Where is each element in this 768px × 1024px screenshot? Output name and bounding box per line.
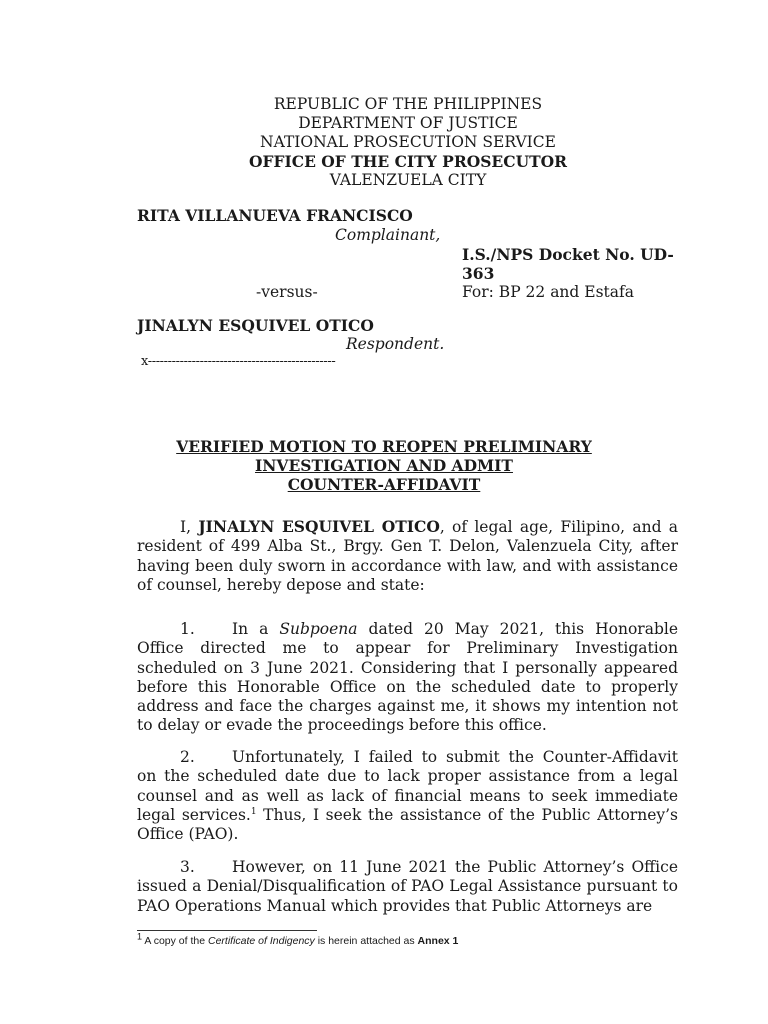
respondent-name: JINALYN ESQUIVEL OTICO	[137, 316, 374, 335]
versus-label: -versus-	[256, 283, 318, 301]
paragraph-2	[137, 748, 678, 844]
footnote-pre: A copy of the	[142, 935, 208, 947]
paragraph-3-text: However, on 11 June 2021 the Public Attorney’s Office issued a Denial/Disqualification of PAO Legal Assistance pursuant to PAO Operations Manual which provides that Public Attorneys are	[137, 858, 678, 915]
respondent-role: Respondent.	[346, 335, 445, 353]
letterhead	[0, 95, 768, 190]
docket-number-line1: I.S./NPS Docket No. UD-	[462, 245, 674, 264]
intro-paragraph	[137, 517, 678, 595]
document-title	[0, 437, 768, 494]
complainant-name: RITA VILLANUEVA FRANCISCO	[137, 206, 413, 225]
paragraph-2-pre: Unfortunately, I failed to submit the Counter-Affidavit on the scheduled date due to lack proper assistance from a legal counsel and as well as lack of financial means to seek immediate legal services.	[137, 748, 678, 824]
paragraph-3-number: 3.	[180, 858, 195, 876]
paragraph-1	[137, 620, 678, 736]
paragraph-1-post: dated 20 May 2021, this Honorable Office directed me to appear for Preliminary Investigation scheduled on 3 June 2021. Considering that I personally appeared before this Honorable Office on the scheduled date to properly address and face the charges against me, it shows my intention not to delay or evade the proceedings before this office.	[137, 620, 678, 735]
caption-separator: x-----------------------------------------------	[141, 354, 336, 369]
paragraph-2-post: Thus, I seek the assistance of the Public Attorney’s Office (PAO).	[137, 805, 679, 844]
footnote-document: Certificate of Indigency	[207, 935, 315, 947]
footnote-divider	[137, 930, 317, 931]
case-nature: For: BP 22 and Estafa	[462, 283, 634, 301]
letterhead-department: DEPARTMENT OF JUSTICE	[298, 114, 518, 132]
subpoena-term: Subpoena	[279, 620, 358, 638]
footnote-mid: is herein attached as	[314, 935, 418, 947]
letterhead-service: NATIONAL PROSECUTION SERVICE	[260, 133, 556, 151]
intro-post: , of legal age, Filipino, and a resident of 499 Alba St., Brgy. Gen T. Delon, Valenzuela City, after having been duly sworn in accordance with law, and with assistance of counsel, hereby depose and state:	[137, 518, 678, 594]
affiant-name: JINALYN ESQUIVEL OTICO	[198, 517, 440, 536]
complainant-role: Complainant,	[335, 226, 441, 244]
footnote-reference: 1	[250, 806, 257, 817]
letterhead-city: VALENZUELA CITY	[329, 171, 487, 189]
letterhead-republic: REPUBLIC OF THE PHILIPPINES	[273, 95, 543, 113]
paragraph-2-number: 2.	[180, 748, 195, 766]
title-line1: VERIFIED MOTION TO REOPEN PRELIMINARY	[176, 437, 592, 456]
title-line2: INVESTIGATION AND ADMIT	[255, 456, 513, 475]
title-line3: COUNTER-AFFIDAVIT	[287, 475, 481, 494]
letterhead-office: OFFICE OF THE CITY PROSECUTOR	[249, 152, 567, 171]
intro-pre: I,	[180, 518, 199, 536]
paragraph-1-number: 1.	[180, 620, 195, 638]
footnote	[137, 931, 459, 947]
docket-number-line2: 363	[462, 264, 495, 283]
paragraph-3	[137, 858, 678, 916]
paragraph-1-pre: In a	[232, 620, 280, 638]
footnote-annex: Annex 1	[417, 935, 459, 947]
footnote-mark: 1	[137, 931, 143, 942]
